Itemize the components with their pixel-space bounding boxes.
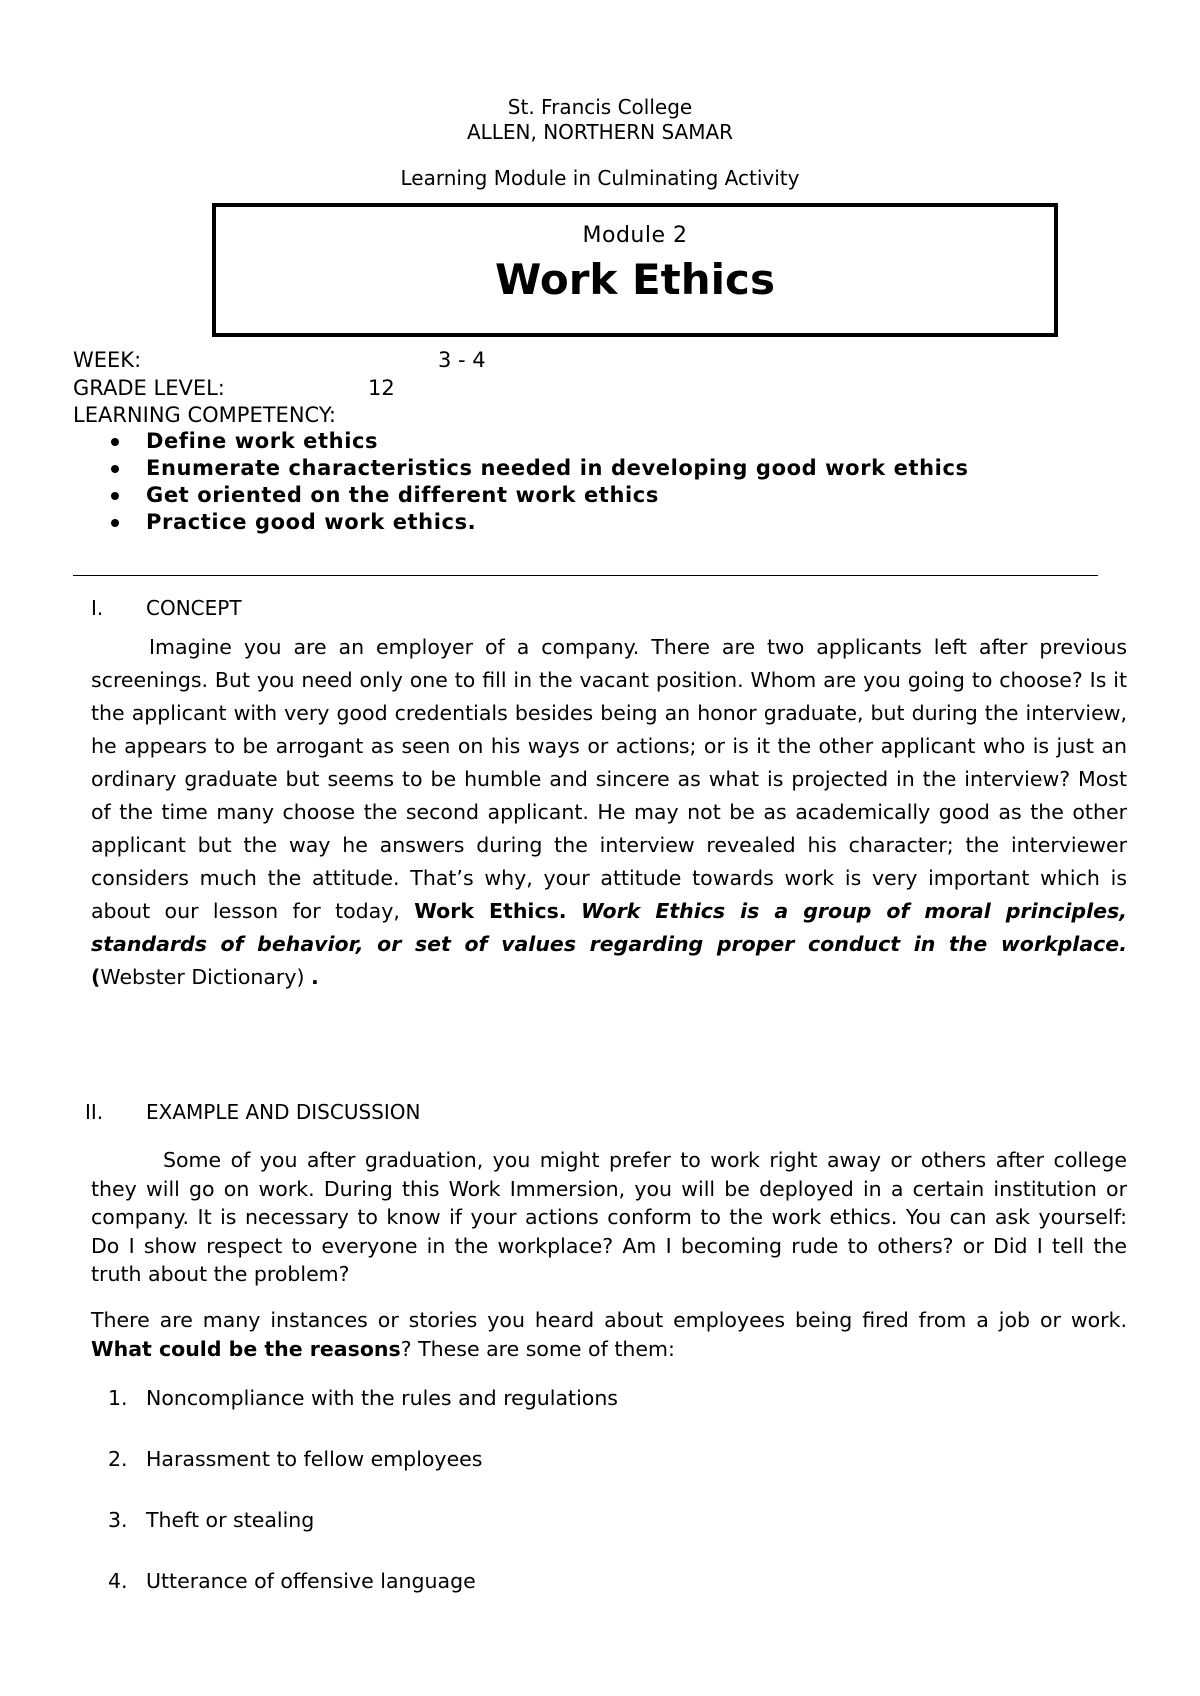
bullet-icon (111, 492, 119, 500)
definition-text: Work Ethics is a group of moral principles, standards of behavior, or set of values regarding proper conduct in the workplace. (91, 899, 1127, 956)
week-value: 3 - 4 (438, 348, 486, 372)
school-name: St. Francis College (507, 95, 693, 119)
section-divider (73, 575, 1098, 576)
list-item: Define work ethics (73, 428, 969, 455)
reasons-list (108, 1386, 618, 1630)
list-item: 1. Noncompliance with the rules and regulations (108, 1386, 618, 1410)
bold-term: Work Ethics. (414, 899, 567, 923)
section-title: EXAMPLE AND DISCUSSION (146, 1100, 421, 1124)
module-number: Module 2 (582, 223, 688, 248)
reasons-intro-paragraph: There are many instances or stories you heard about employees being fired from a job or work. What could be the reasons? These are some of them: (91, 1308, 1127, 1361)
list-item: Get oriented on the different work ethics (73, 482, 969, 509)
reasons-question: What could be the reasons (91, 1336, 401, 1361)
discussion-paragraph: Some of you after graduation, you might prefer to work right away or others after college they will go on work. During this Work Immersion, you will be deployed in a certain institution or company. It is necessary to know if your actions conform to the work ethics. You can ask yourself: Do I show respect to everyone in the workplace? Am I becoming rude to others? or Did I tell the truth about the problem? (91, 1148, 1127, 1286)
grade-row (73, 376, 395, 400)
week-row (73, 348, 486, 372)
list-item: Enumerate characteristics needed in developing good work ethics (73, 455, 969, 482)
school-location: ALLEN, NORTHERN SAMAR (466, 120, 734, 144)
section-number: I. (91, 596, 104, 620)
definition-source: Webster Dictionary) (100, 965, 305, 989)
competency-label: LEARNING COMPETENCY: (73, 403, 336, 427)
module-title-box (212, 203, 1058, 337)
list-item: 3. Theft or stealing (108, 1508, 315, 1532)
section-number: II. (85, 1100, 104, 1124)
week-label: WEEK: (73, 348, 142, 372)
list-item: Practice good work ethics. (73, 509, 969, 536)
grade-value: 12 (368, 376, 395, 400)
module-title: Work Ethics (495, 255, 775, 304)
list-item: 2. Harassment to fellow employees (108, 1447, 483, 1471)
bullet-icon (111, 519, 119, 527)
module-subtitle: Learning Module in Culminating Activity (400, 166, 800, 190)
grade-label: GRADE LEVEL: (73, 376, 225, 400)
list-item: 4. Utterance of offensive language (108, 1569, 476, 1593)
concept-paragraph: Imagine you are an employer of a company. There are two applicants left after previous screenings. But you need only one to fill in the vacant position. Whom are you going to choose? Is it the applicant with very good credentials besides being an honor graduate, but during the interview, he appears to be arrogant as seen on his ways or actions; or is it the other applicant who is just an ordinary graduate but seems to be humble and sincere as what is projected in the interview? Most of the time many choose the second applicant. He may not be as academically good as the other applicant but the way he answers during the interview revealed his character; the interviewer considers much the attitude. That’s why, your attitude towards work is very important which is about our lesson for today, Work Ethics. Work Ethics is a group of moral principles, standards of behavior, or set of values regarding proper conduct in the workplace. (Webster Dictionary) . (91, 635, 1127, 989)
section-title: CONCEPT (146, 596, 242, 620)
competency-list (73, 428, 969, 536)
bullet-icon (111, 438, 119, 446)
bullet-icon (111, 465, 119, 473)
